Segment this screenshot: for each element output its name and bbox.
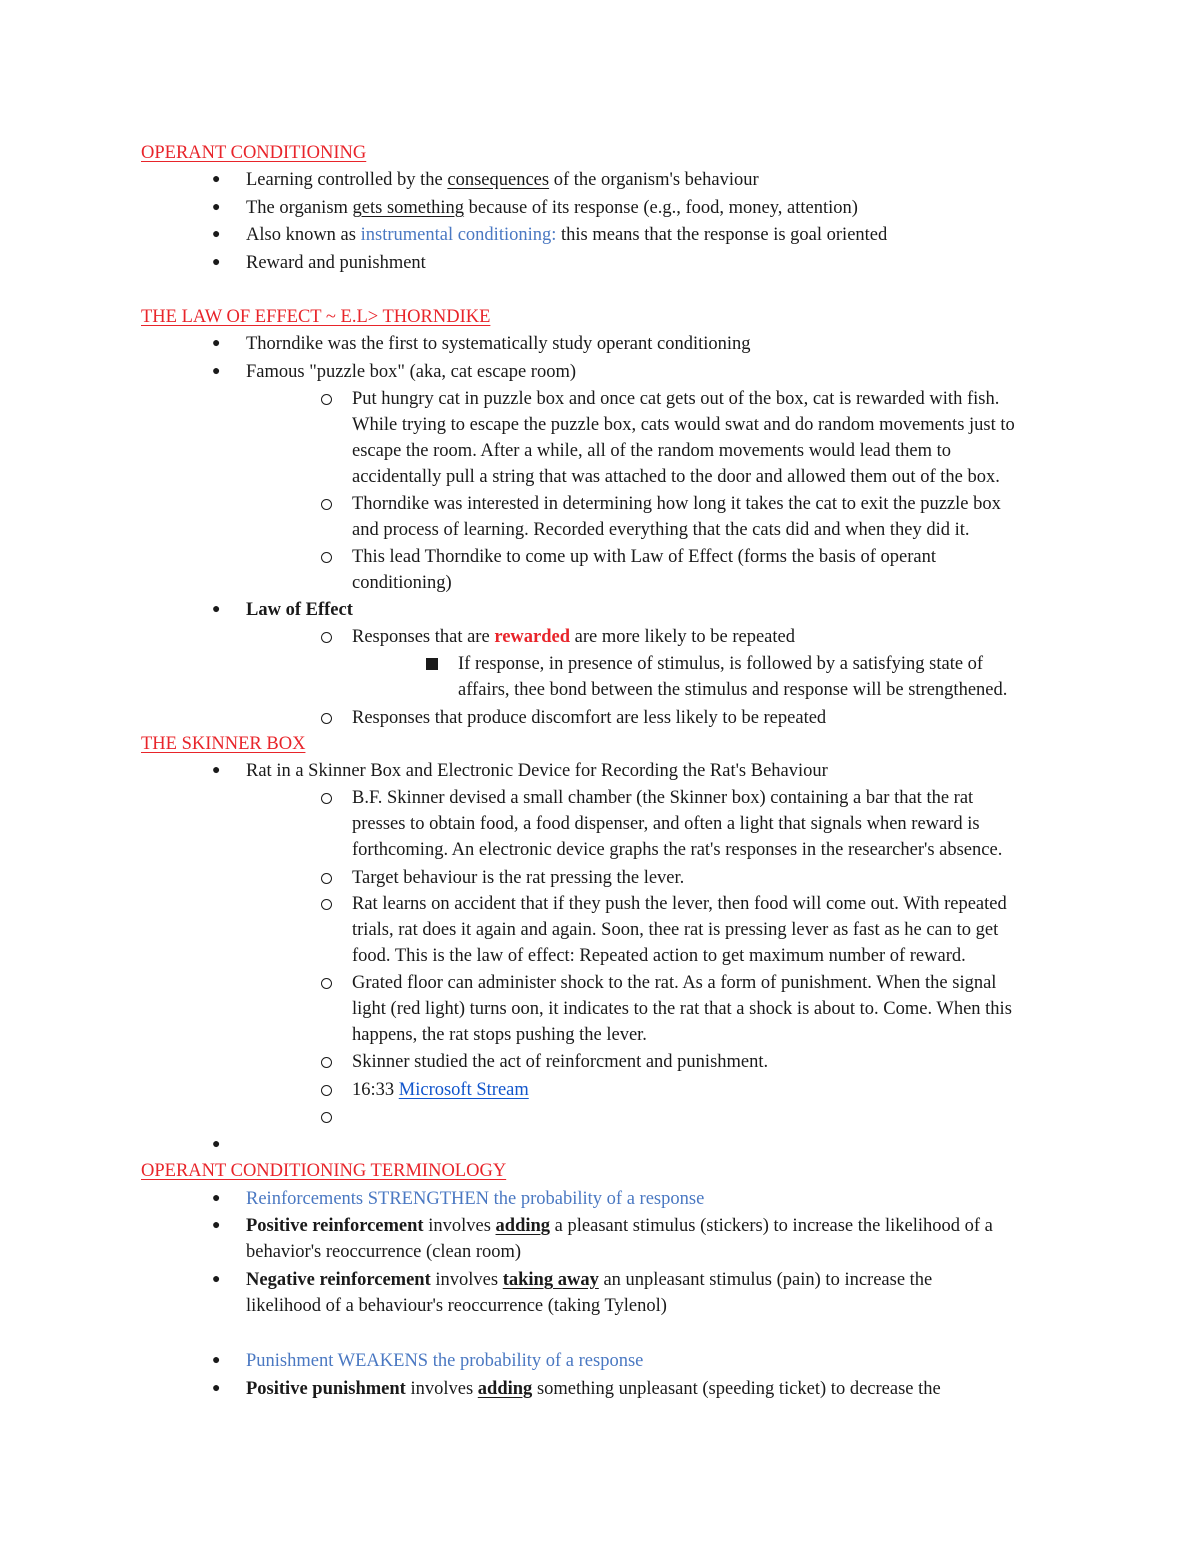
list-item: Law of Effect: [246, 600, 353, 620]
list-item: Positive punishment involves adding something unpleasant (speeding ticket) to decrease the: [246, 1379, 941, 1399]
sub-item-line: and process of learning. Recorded everything that the cats did and when they did it.: [352, 520, 970, 540]
list-item: Positive reinforcement involves adding a pleasant stimulus (stickers) to increase the likelihood of a: [246, 1216, 993, 1236]
heading-law-of-effect: THE LAW OF EFFECT ~ E.L> THORNDIKE: [141, 307, 491, 327]
list-item: Reinforcements STRENGTHEN the probability of a response: [246, 1189, 705, 1209]
bullet-circle: [321, 793, 332, 804]
bullet-dot: ●: [212, 763, 221, 778]
sub-item-line: Rat learns on accident that if they push the lever, then food will come out. With repeated: [352, 894, 1007, 914]
bullet-circle: [321, 499, 332, 510]
sub-item-line: Put hungry cat in puzzle box and once cat gets out of the box, cat is rewarded with fish.: [352, 389, 1000, 409]
bullet-circle: [321, 713, 332, 724]
bullet-circle: [321, 1085, 332, 1096]
bullet-dot: ●: [212, 1381, 221, 1396]
bullet-circle: [321, 978, 332, 989]
sub-item-line: This lead Thorndike to come up with Law of Effect (forms the basis of operant: [352, 547, 936, 567]
sub-item-line: 16:33 Microsoft Stream: [352, 1080, 529, 1100]
bullet-dot: ●: [212, 364, 221, 379]
sub-item-line: Grated floor can administer shock to the rat. As a form of punishment. When the signal: [352, 973, 997, 993]
bullet-circle: [321, 394, 332, 405]
sub-sub-item-line: affairs, thee bond between the stimulus and response will be strengthened.: [458, 680, 1008, 700]
sub-item-line: Responses that produce discomfort are less likely to be repeated: [352, 708, 827, 728]
list-item: Negative reinforcement involves taking away an unpleasant stimulus (pain) to increase the: [246, 1270, 933, 1290]
list-item: Learning controlled by the consequences of the organism's behaviour: [246, 170, 759, 190]
sub-item-line: accidentally pull a string that was attached to the door and allowed them out of the box.: [352, 467, 1000, 487]
bullet-dot: ●: [212, 1137, 221, 1152]
sub-item-line: light (red light) turns oon, it indicates to the rat that a shock is about to. Come. When this: [352, 999, 1012, 1019]
list-item: The organism gets something because of its response (e.g., food, money, attention): [246, 198, 858, 218]
sub-item-line: food. This is the law of effect: Repeated action to get maximum number of reward.: [352, 946, 966, 966]
list-item-continuation: likelihood of a behaviour's reoccurrence (taking Tylenol): [246, 1296, 667, 1316]
sub-item-line: Target behaviour is the rat pressing the lever.: [352, 868, 685, 888]
sub-item-line: presses to obtain food, a food dispenser, and often a light that signals when reward is: [352, 814, 980, 834]
list-item: Rat in a Skinner Box and Electronic Device for Recording the Rat's Behaviour: [246, 761, 828, 781]
bullet-circle: [321, 632, 332, 643]
microsoft-stream-link[interactable]: Microsoft Stream: [398, 1080, 529, 1100]
bullet-circle: [321, 873, 332, 884]
sub-item-line: Responses that are rewarded are more likely to be repeated: [352, 627, 795, 647]
list-item-continuation: behavior's reoccurrence (clean room): [246, 1242, 522, 1262]
heading-operant-conditioning: OPERANT CONDITIONING: [141, 143, 367, 163]
bullet-dot: ●: [212, 172, 221, 187]
bullet-dot: ●: [212, 227, 221, 242]
sub-item-line: Thorndike was interested in determining how long it takes the cat to exit the puzzle box: [352, 494, 1001, 514]
bullet-circle: [321, 552, 332, 563]
bullet-dot: ●: [212, 602, 221, 617]
heading-skinner-box: THE SKINNER BOX: [141, 734, 306, 754]
sub-item-line: While trying to escape the puzzle box, cats would swat and do random movements just to: [352, 415, 1015, 435]
bullet-dot: ●: [212, 1191, 221, 1206]
list-item: Punishment WEAKENS the probability of a response: [246, 1351, 644, 1371]
list-item: Famous "puzzle box" (aka, cat escape room): [246, 362, 576, 382]
bullet-circle: [321, 899, 332, 910]
bullet-dot: ●: [212, 200, 221, 215]
sub-item-line: B.F. Skinner devised a small chamber (the Skinner box) containing a bar that the rat: [352, 788, 974, 808]
sub-item-line: happens, the rat stops pushing the lever.: [352, 1025, 647, 1045]
list-item: Thorndike was the first to systematically study operant conditioning: [246, 334, 751, 354]
list-item: Also known as instrumental conditioning: this means that the response is goal oriented: [246, 225, 888, 245]
sub-item-line: trials, rat does it again and again. Soon, thee rat is pressing lever as fast as he can to get: [352, 920, 999, 940]
bullet-dot: ●: [212, 1272, 221, 1287]
bullet-dot: ●: [212, 1353, 221, 1368]
bullet-dot: ●: [212, 1218, 221, 1233]
sub-item-line: conditioning): [352, 573, 452, 593]
sub-sub-item-line: If response, in presence of stimulus, is followed by a satisfying state of: [458, 654, 984, 674]
bullet-circle: [321, 1112, 332, 1123]
sub-item-line: forthcoming. An electronic device graphs the rat's responses in the researcher's absence.: [352, 840, 1003, 860]
heading-operant-terminology: OPERANT CONDITIONING TERMINOLOGY: [141, 1161, 507, 1181]
bullet-dot: ●: [212, 255, 221, 270]
bullet-square: [426, 658, 438, 670]
sub-item-line: Skinner studied the act of reinforcment and punishment.: [352, 1052, 769, 1072]
list-item: Reward and punishment: [246, 253, 426, 273]
sub-item-line: escape the room. After a while, all of the random movements would lead them to: [352, 441, 952, 461]
bullet-dot: ●: [212, 336, 221, 351]
bullet-circle: [321, 1057, 332, 1068]
